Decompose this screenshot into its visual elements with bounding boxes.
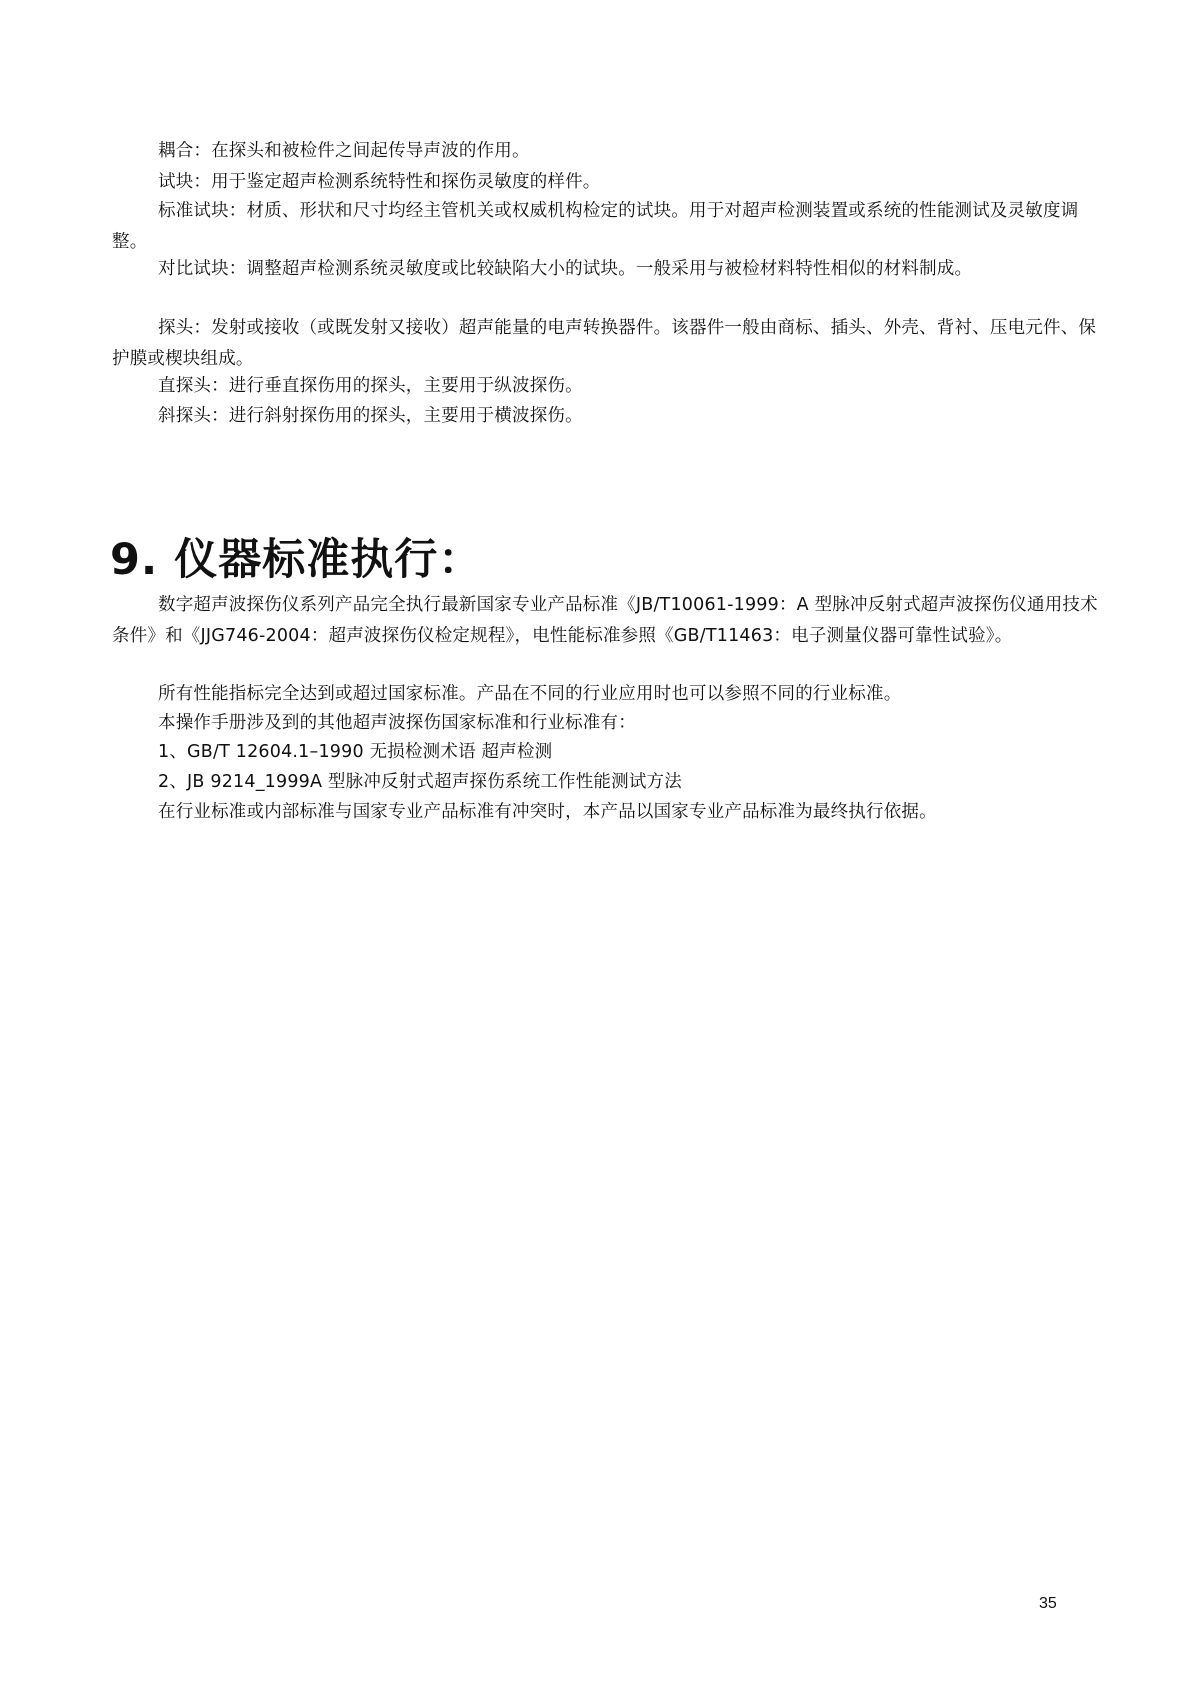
definition-straight-probe: 直探头：进行垂直探伤用的探头，主要用于纵波探伤。 [158,376,583,396]
page-number: 35 [1039,1595,1057,1612]
definition-probe: 探头：发射或接收（或既发射又接收）超声能量的电声转换器件。该器件一般由商标、插头、外壳、背衬、压电元件、保护膜或楔块组成。 [112,318,1097,369]
definition-standard-test-block: 标准试块：材质、形状和尺寸均经主管机关或权威机构检定的试块。用于对超声检测装置或系统的性能测试及灵敏度调整。 [112,201,1079,252]
standard-list-item-1: 1、GB/T 12604.1–1990 无损检测术语 超声检测 [158,742,553,762]
definition-coupling: 耦合：在探头和被检件之间起传导声波的作用。 [158,141,530,161]
definition-reference-block: 对比试块：调整超声检测系统灵敏度或比较缺陷大小的试块。一般采用与被检材料特性相似的材料制成。 [158,259,973,279]
definition-test-block: 试块：用于鉴定超声检测系统特性和探伤灵敏度的样件。 [158,172,601,192]
section-paragraph-compliance: 所有性能指标完全达到或超过国家标准。产品在不同的行业应用时也可以参照不同的行业标准。 [158,684,902,704]
definition-angle-probe: 斜探头：进行斜射探伤用的探头，主要用于横波探伤。 [158,406,583,426]
section-closing-paragraph: 在行业标准或内部标准与国家专业产品标准有冲突时，本产品以国家专业产品标准为最终执行依据。 [158,802,937,822]
standard-list-item-2: 2、JB 9214_1999A 型脉冲反射式超声探伤系统工作性能测试方法 [158,772,682,792]
section-paragraph-standards: 数字超声波探伤仪系列产品完全执行最新国家专业产品标准《JB/T10061-1999：A 型脉冲反射式超声波探伤仪通用技术条件》和《JJG746-2004：超声波探伤仪检定规程》，电性能标准参照《GB/T11463：电子测量仪器可靠性试验》。 [112,595,1098,646]
section-paragraph-other-standards-intro: 本操作手册涉及到的其他超声波探伤国家标准和行业标准有： [158,713,636,733]
section-heading: 9. 仪器标准执行： [110,535,483,585]
